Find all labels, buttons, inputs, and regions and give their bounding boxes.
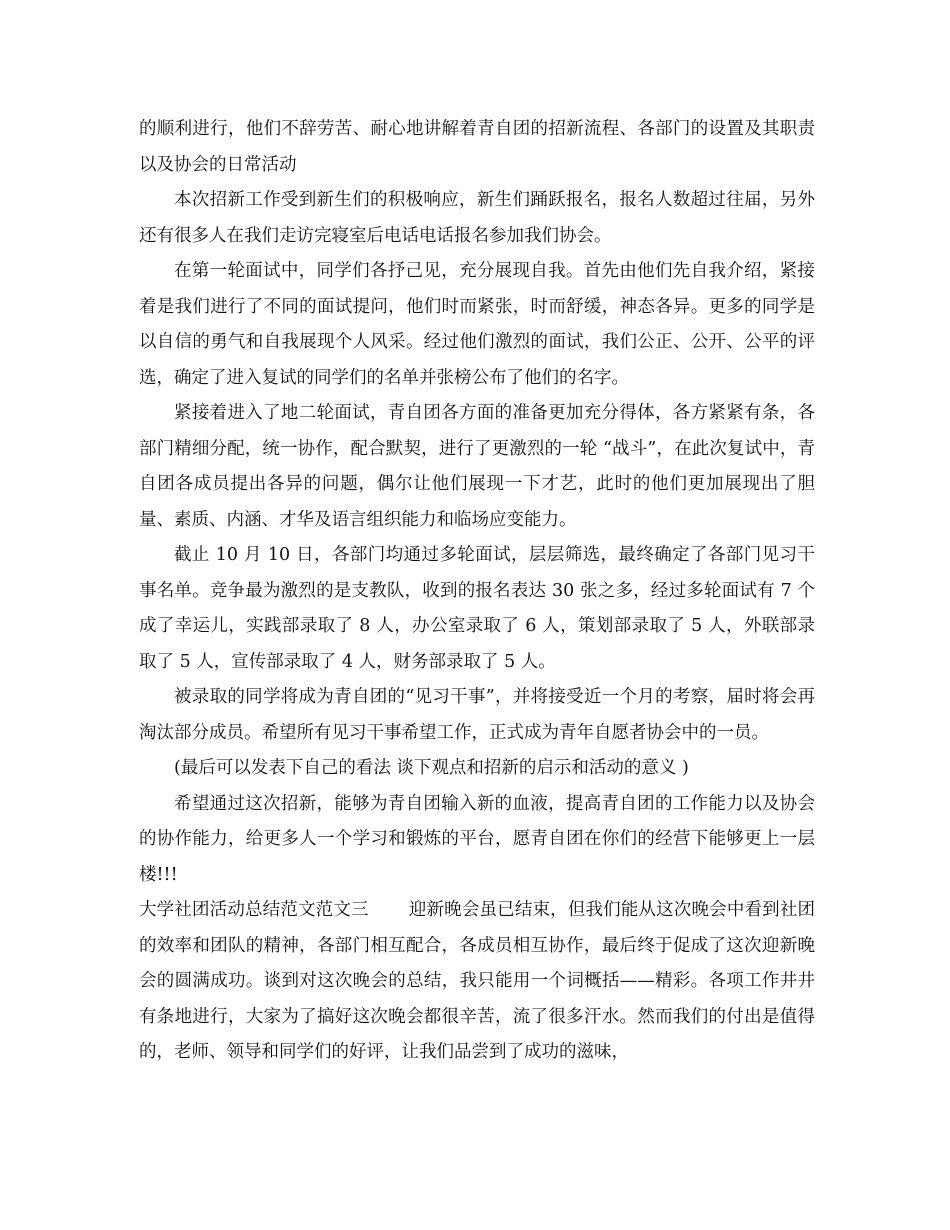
paragraph-results: 截止 10 月 10 日，各部门均通过多轮面试，层层筛选，最终确定了各部门见习干事名单。竞争最为激烈的是支教队，收到的报名表达 30 张之多，经过多轮面试有 7 个成了幸运儿，实践部录取了 8 人，办公室录取了 6 人，策划部录取了 5 人，外联部录取了 5 人，宣传部录取了 4 人，财务部录取了 5 人。 <box>139 545 815 672</box>
document-body <box>139 112 815 1071</box>
paragraph-first-round: 在第一轮面试中，同学们各抒己见，充分展现自我。首先由他们先自我介绍，紧接着是我们进行了不同的面试提问，他们时而紧张，时而舒缓，神态各异。更多的同学是以自信的勇气和自我展现个人风采。经过他们激烈的面试，我们公正、公开、公平的评选，确定了进入复试的同学们的名单并张榜公布了他们的名字。 <box>139 261 815 388</box>
section-body: 迎新晚会虽已结束，但我们能从这次晚会中看到社团的效率和团队的精神，各部门相互配合，各成员相互协作，最后终于促成了这次迎新晚会的圆满成功。谈到对这次晚会的总结，我只能用一个词概括——精彩。各项工作井井有条地进行，大家为了搞好这次晚会都很辛苦，流了很多汗水。然而我们的付出是值得的，老师、领导和同学们的好评，让我们品尝到了成功的滋味， <box>139 900 816 1062</box>
paragraph-registration: 本次招新工作受到新生们的积极响应，新生们踊跃报名，报名人数超过往届，另外还有很多人在我们走访完寝室后电话电话报名参加我们协会。 <box>139 190 815 246</box>
section-paragraph <box>139 893 815 1071</box>
section-gap <box>369 900 409 920</box>
paragraph-note: (最后可以发表下自己的看法 谈下观点和招新的启示和活动的意义 ) <box>174 758 689 778</box>
paragraph-closing: 希望通过这次招新，能够为青自团输入新的血液，提高青自团的工作能力以及协会的协作能力，给更多人一个学习和锻炼的平台，愿青自团在你们的经营下能够更上一层楼!!! <box>139 793 815 885</box>
paragraph-probation: 被录取的同学将成为青自团的“见习干事”，并将接受近一个月的考察，届时将会再淘汰部分成员。希望所有见习干事希望工作，正式成为青年自愿者协会中的一员。 <box>139 687 815 743</box>
paragraph-second-round: 紧接着进入了地二轮面试，青自团各方面的准备更加充分得体，各方紧紧有条，各部门精细分配，统一协作，配合默契，进行了更激烈的一轮 “战斗”，在此次复试中，青自团各成员提出各异的问题，偶尔让他们展现一下才艺，此时的他们更加展现出了胆量、素质、内涵、才华及语言组织能力和临场应变能力。 <box>139 403 815 530</box>
section-heading: 大学社团活动总结范文范文三 <box>139 900 369 920</box>
paragraph-continuation: 的顺利进行，他们不辞劳苦、耐心地讲解着青自团的招新流程、各部门的设置及其职责以及协会的日常活动 <box>139 119 815 175</box>
